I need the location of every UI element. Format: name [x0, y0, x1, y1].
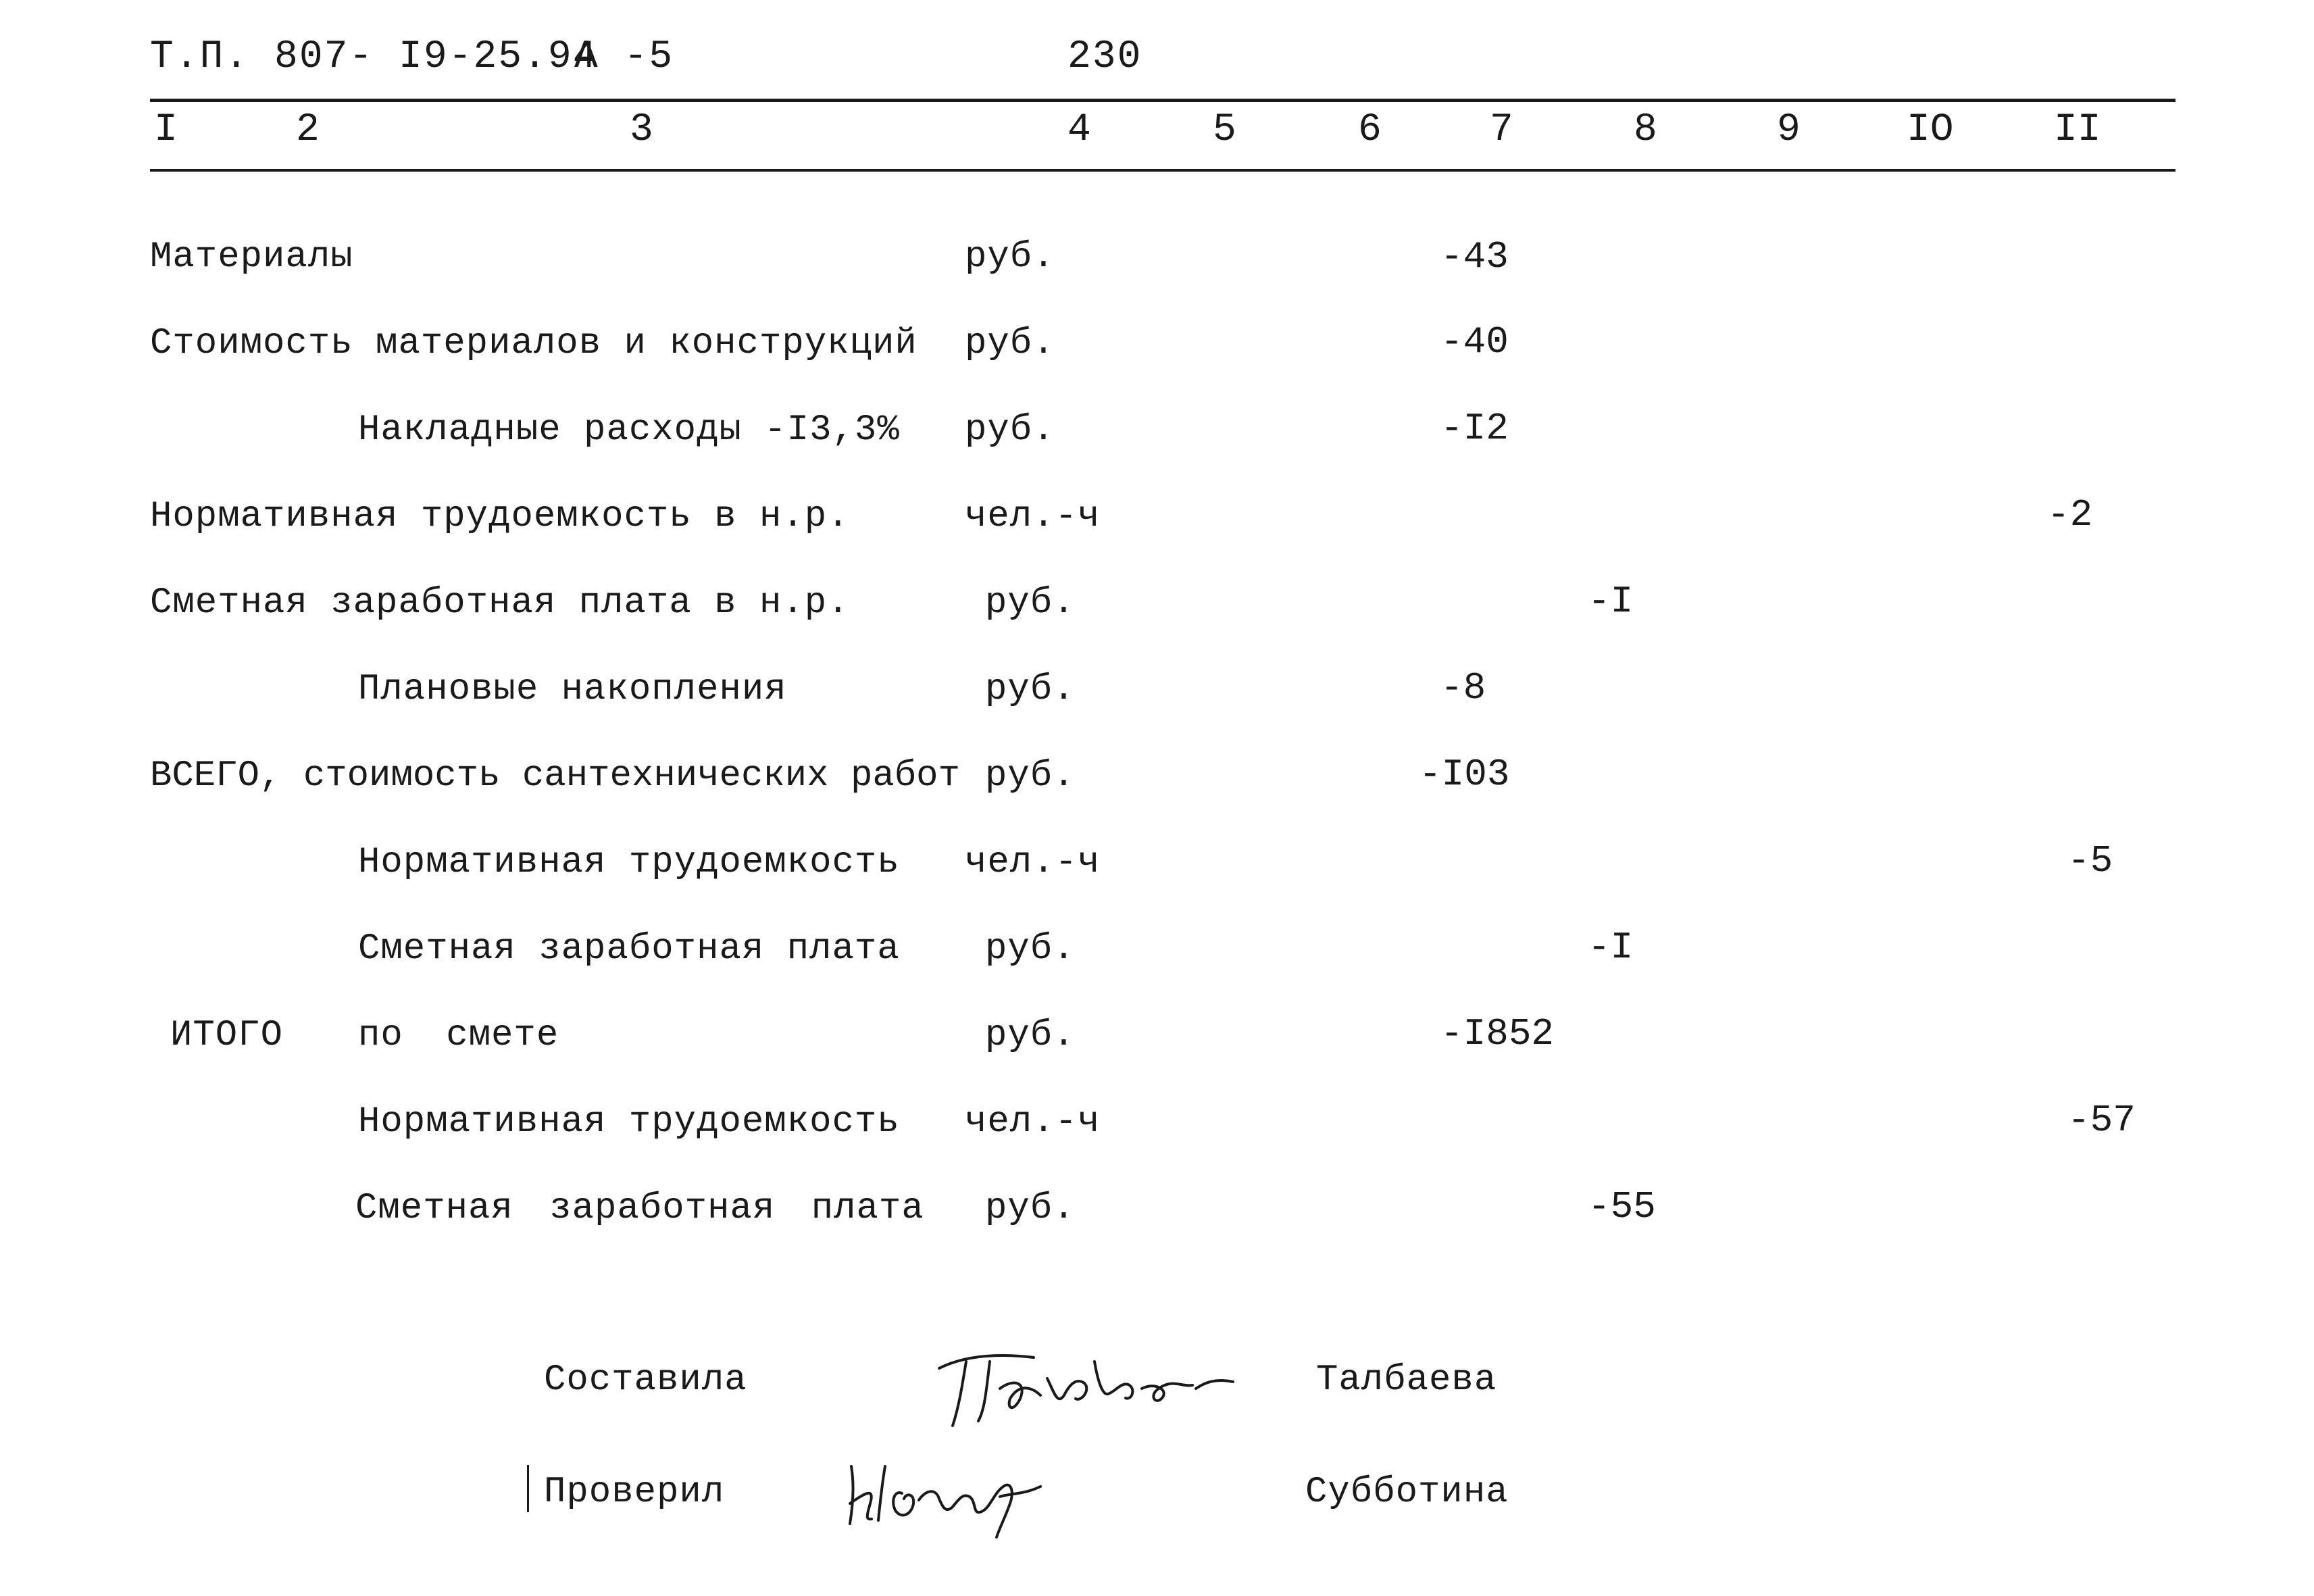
row-value-col8: -55 — [1588, 1185, 1656, 1228]
checked-by-label: Проверил — [544, 1472, 725, 1513]
row-label: Сметная заработная плата в н.р. — [150, 582, 850, 624]
row-unit: чел.-ч — [965, 1101, 1101, 1143]
document-code: Т.П. 807- I9-25.94 — [150, 35, 598, 79]
table-header-bottom-rule — [150, 169, 2175, 172]
row-label: Накладные расходы -I3,3% — [358, 409, 900, 451]
row-label: Нормативная трудоемкость — [358, 1101, 900, 1143]
row-value-col7: -I03 — [1419, 753, 1510, 796]
row-unit: руб. — [985, 755, 1076, 797]
row-unit: руб. — [965, 323, 1055, 364]
row-unit: руб. — [985, 1015, 1076, 1056]
column-number: IO — [1907, 108, 1954, 152]
column-number: 2 — [296, 108, 320, 152]
checked-signature — [838, 1439, 1054, 1541]
column-number: 9 — [1777, 108, 1801, 152]
row-unit: руб. — [965, 409, 1055, 451]
column-number: 5 — [1213, 108, 1236, 152]
column-number: 3 — [630, 108, 653, 152]
row-value-col7: -8 — [1440, 666, 1486, 709]
table-top-rule — [150, 99, 2175, 102]
row-value-col7: -I2 — [1440, 407, 1509, 450]
checked-by-name: Субботина — [1305, 1472, 1509, 1513]
page-number: 230 — [1067, 35, 1142, 79]
row-unit: руб. — [985, 928, 1076, 970]
row-unit: руб. — [965, 236, 1055, 278]
row-unit: руб. — [985, 582, 1076, 624]
row-value-col8: -I — [1588, 926, 1634, 969]
row-value-col11: -2 — [2047, 493, 2093, 537]
column-number: I — [154, 108, 178, 152]
compiled-by-name: Талбаева — [1316, 1360, 1497, 1401]
album-number: А -5 — [574, 35, 674, 79]
row-label: Сметная заработная плата — [358, 928, 900, 970]
row-value-col7: -40 — [1440, 320, 1509, 364]
column-number: 6 — [1358, 108, 1382, 152]
row-label: ВСЕГО, стоимость сантехнических работ — [150, 755, 960, 797]
compiled-by-label: Составила — [544, 1360, 747, 1401]
column-number: II — [2054, 108, 2101, 152]
row-unit: чел.-ч — [965, 496, 1101, 537]
row-label: по смете — [358, 1015, 559, 1056]
row-label-prefix: ИТОГО — [170, 1015, 284, 1056]
row-label: Нормативная трудоемкость — [358, 842, 900, 883]
row-value-col7: -43 — [1440, 235, 1509, 278]
row-value-col11: -57 — [2067, 1099, 2136, 1142]
row-value-col8: -I — [1588, 580, 1634, 623]
row-label: Материалы — [150, 236, 353, 278]
row-label: Нормативная трудоемкость в н.р. — [150, 496, 850, 537]
row-label: Плановые накопления — [358, 669, 787, 710]
row-label: Сметная заработная плата — [355, 1188, 924, 1229]
row-label: Стоимость материалов и конструкций — [150, 323, 917, 364]
row-value-col11: -5 — [2067, 839, 2113, 882]
column-number: 7 — [1490, 108, 1513, 152]
margin-tick — [527, 1465, 529, 1512]
compiled-signature — [926, 1341, 1236, 1436]
row-unit: руб. — [985, 669, 1076, 710]
row-unit: чел.-ч — [965, 842, 1101, 883]
column-number: 4 — [1067, 108, 1091, 152]
column-number: 8 — [1634, 108, 1657, 152]
row-value-col7: -I852 — [1440, 1012, 1555, 1055]
row-unit: руб. — [985, 1188, 1076, 1229]
